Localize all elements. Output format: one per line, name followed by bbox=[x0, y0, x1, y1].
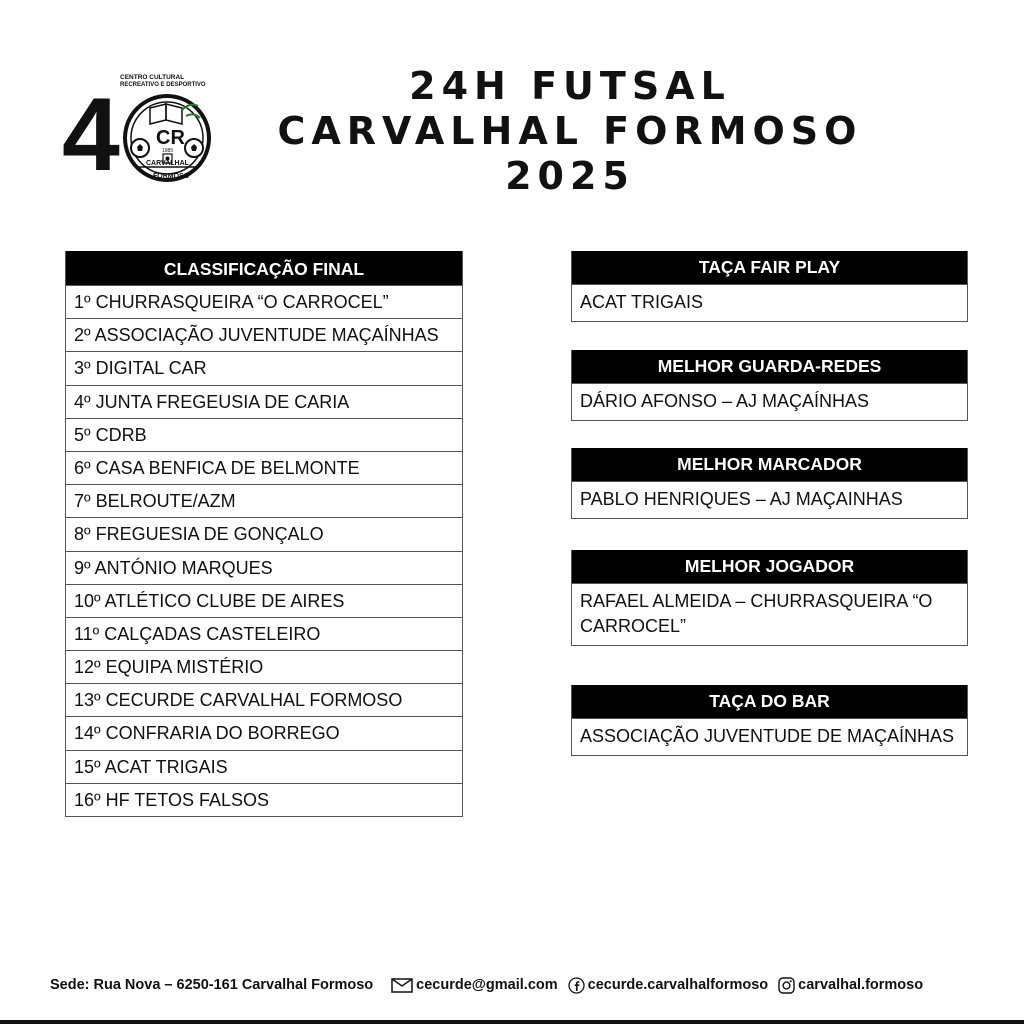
table-row: 3º DIGITAL CAR bbox=[66, 351, 462, 384]
table-row: 8º FREGUESIA DE GONÇALO bbox=[66, 517, 462, 550]
logo-org-line1: CENTRO CULTURAL bbox=[120, 74, 185, 81]
bottom-divider bbox=[0, 1020, 1024, 1024]
title-line-2: CARVALHAL FORMOSO bbox=[277, 109, 863, 153]
mail-icon bbox=[391, 978, 413, 993]
footer-email-text: cecurde@gmail.com bbox=[416, 977, 558, 993]
footer-instagram-text: carvalhal.formoso bbox=[798, 977, 924, 993]
logo-place1: CARVALHAL bbox=[146, 160, 189, 167]
table-row: 4º JUNTA FREGEUSIA DE CARIA bbox=[66, 385, 462, 418]
table-row: 14º CONFRARIA DO BORREGO bbox=[66, 716, 462, 749]
facebook-icon bbox=[568, 977, 585, 994]
footer-address: Sede: Rua Nova – 6250-161 Carvalhal Formoso bbox=[50, 977, 374, 993]
club-logo bbox=[62, 72, 214, 188]
player-winner: RAFAEL ALMEIDA – CHURRASQUEIRA “O CARROCEL” bbox=[572, 583, 967, 645]
classification-heading: CLASSIFICAÇÃO FINAL bbox=[66, 251, 462, 285]
table-row: 7º BELROUTE/AZM bbox=[66, 484, 462, 517]
table-row: 1º CHURRASQUEIRA “O CARROCEL” bbox=[66, 285, 462, 318]
page-title bbox=[220, 64, 920, 199]
scorer-award bbox=[571, 448, 968, 519]
fair-play-heading: TAÇA FAIR PLAY bbox=[572, 251, 967, 284]
bar-winner: ASSOCIAÇÃO JUVENTUDE DE MAÇAÍNHAS bbox=[572, 718, 967, 755]
instagram-icon bbox=[778, 977, 795, 994]
table-row: 10º ATLÉTICO CLUBE DE AIRES bbox=[66, 584, 462, 617]
soccer-ball-icon bbox=[131, 139, 149, 157]
title-line-1: 24H FUTSAL bbox=[409, 64, 731, 108]
table-row: 11º CALÇADAS CASTELEIRO bbox=[66, 617, 462, 650]
player-award bbox=[571, 550, 968, 646]
logo-year: 1985 bbox=[162, 148, 174, 154]
goalkeeper-heading: MELHOR GUARDA-REDES bbox=[572, 350, 967, 383]
footer-instagram[interactable] bbox=[778, 977, 923, 994]
table-row: 12º EQUIPA MISTÉRIO bbox=[66, 650, 462, 683]
classification-table bbox=[65, 251, 463, 817]
fair-play-award bbox=[571, 251, 968, 322]
table-row: 6º CASA BENFICA DE BELMONTE bbox=[66, 451, 462, 484]
scorer-winner: PABLO HENRIQUES – AJ MAÇAINHAS bbox=[572, 481, 967, 518]
bar-heading: TAÇA DO BAR bbox=[572, 685, 967, 718]
scorer-heading: MELHOR MARCADOR bbox=[572, 448, 967, 481]
soccer-ball-icon bbox=[185, 139, 203, 157]
fair-play-winner: ACAT TRIGAIS bbox=[572, 284, 967, 321]
logo-initials: CR bbox=[156, 127, 185, 149]
logo-org-line2: RECREATIVO E DESPORTIVO bbox=[120, 82, 206, 88]
footer-facebook[interactable] bbox=[568, 977, 769, 994]
goalkeeper-winner: DÁRIO AFONSO – AJ MAÇAÍNHAS bbox=[572, 383, 967, 420]
table-row: 13º CECURDE CARVALHAL FORMOSO bbox=[66, 683, 462, 716]
logo-number-4: 4 bbox=[62, 77, 120, 188]
footer bbox=[50, 974, 980, 996]
player-heading: MELHOR JOGADOR bbox=[572, 550, 967, 583]
table-row: 9º ANTÓNIO MARQUES bbox=[66, 551, 462, 584]
table-row: 15º ACAT TRIGAIS bbox=[66, 750, 462, 783]
footer-email[interactable] bbox=[391, 977, 557, 993]
title-line-3: 2025 bbox=[505, 154, 635, 198]
table-row: 2º ASSOCIAÇÃO JUVENTUDE MAÇAÍNHAS bbox=[66, 318, 462, 351]
logo-place2: FORMOSO bbox=[153, 173, 190, 180]
footer-facebook-text: cecurde.carvalhalformoso bbox=[587, 977, 769, 993]
table-row: 16º HF TETOS FALSOS bbox=[66, 783, 462, 816]
bar-award bbox=[571, 685, 968, 756]
goalkeeper-award bbox=[571, 350, 968, 421]
table-row: 5º CDRB bbox=[66, 418, 462, 451]
